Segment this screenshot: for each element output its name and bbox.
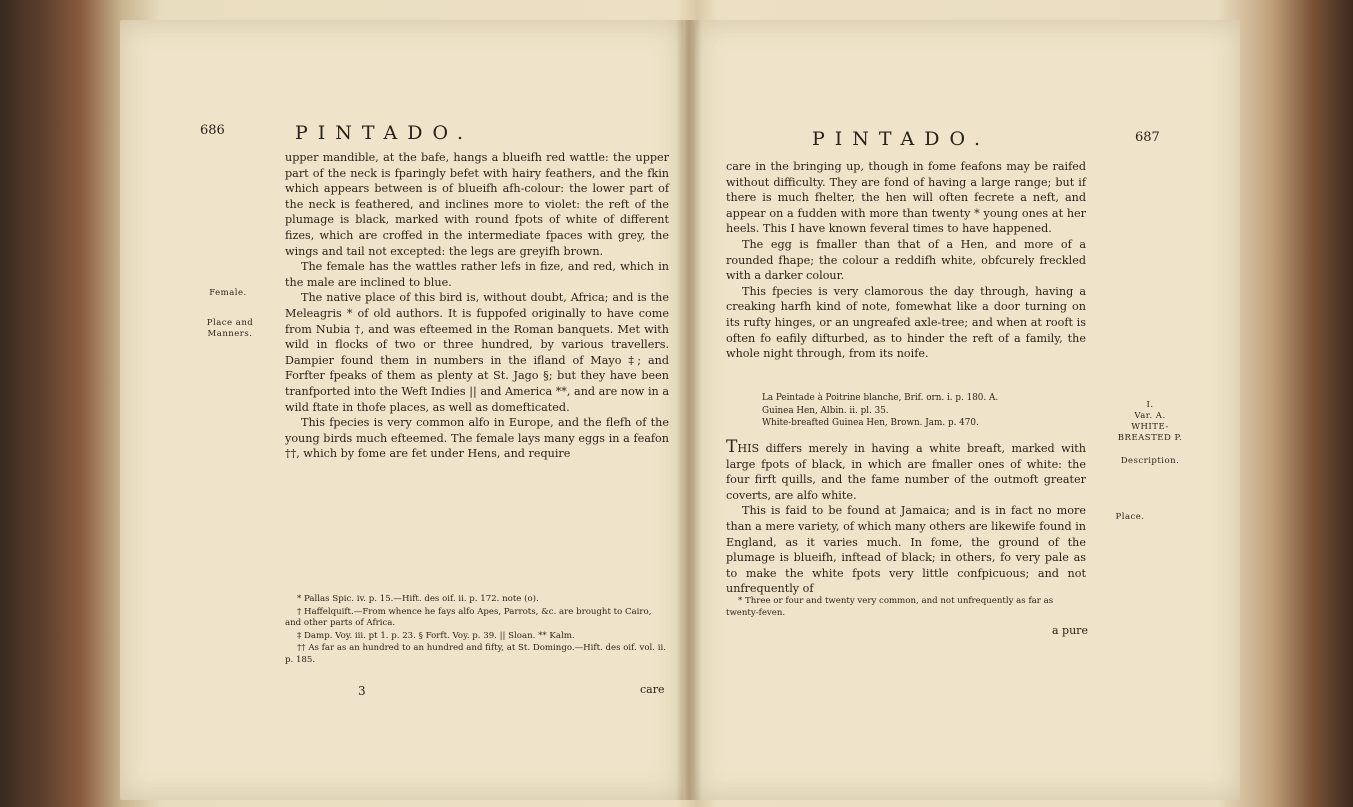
signature-mark: 3 (358, 684, 366, 698)
margin-note-place: Place. (1115, 512, 1145, 522)
book-gutter (676, 20, 702, 800)
left-body-text (285, 150, 669, 462)
paragraph: care in the bringing up, though in fome feafons may be raifed without difficulty. They are fond of having a large range; but if there is much fhelter, the hen will often fecrete a neft, and appear on a fudden with more than twenty * young ones at her heels. This I have known feveral times to have happened. (726, 160, 1086, 236)
running-head-right: PINTADO. (812, 128, 991, 150)
paragraph: This is faid to be found at Jamaica; and is in fact no more than a mere variety, of which many others are likewife found in England, as it varies much. In fome, the ground of the plumage is blueifh, inftead of black; in others, fo very pale as to make the white fpots very little confpicuous; and not unfrequently of (726, 504, 1086, 596)
paragraph: The female has the wattles rather lefs in fize, and red, which in the male are inclined to blue. (285, 260, 669, 289)
footnote: † Haffelquift.—From whence he fays alfo Apes, Parrots, &c. are brought to Cairo, and other parts of Africa. (285, 606, 652, 628)
catchword-left: care (640, 683, 665, 696)
left-footnotes (285, 594, 669, 667)
paragraph: upper mandible, at the bafe, hangs a blueifh red wattle: the upper part of the neck is fparingly befet with hairy feathers, and the fkin which appears between is of blueifh afh-colour: the lower part of the neck is feathered, and inclines more to violet: the reft of the plumage is black, marked with round fpots of white of different fizes, which are croffed in the intermediate fpaces with grey, the wings and tail not excepted: the legs are greyifh brown. (285, 151, 669, 258)
description-text (726, 437, 1086, 597)
variety-label: Var. A. (1134, 411, 1166, 421)
paragraph (726, 437, 1086, 503)
drop-letter: T (726, 437, 738, 457)
footnote: ‡ Damp. Voy. iii. pt 1. p. 23. § Forft. Voy. p. 39. || Sloan. ** Kalm. (297, 630, 575, 641)
paragraph: This fpecies is very clamorous the day through, having a creaking harfh kind of note, fomewhat like a door turning on its rufty hinges, or an ungreafed axle-tree; and when at rooft is often fo eafily difturbed, as to hinder the reft of a family, the whole night through, from its noife. (726, 284, 1086, 361)
synonym-entry: Guinea Hen, Albin. ii. pl. 35. (762, 405, 889, 416)
paragraph: The egg is fmaller than that of a Hen, and more of a rounded fhape; the colour a reddifh white, obfcurely freckled with a darker colour. (726, 237, 1086, 283)
variety-name-line2: BREASTED P. (1117, 433, 1183, 443)
page-number-right: 687 (1135, 130, 1160, 145)
synonym-entry: White-breafted Guinea Hen, Brown. Jam. p. 470. (762, 418, 979, 428)
right-body-text (726, 159, 1086, 362)
margin-note-place-manners: Place and Manners. (206, 318, 254, 339)
margin-note-female: Female. (209, 288, 247, 298)
variety-name-line1: WHITE- (1131, 422, 1169, 432)
paragraph: The native place of this bird is, without doubt, Africa; and is the Meleagris * of old authors. It is fuppofed originally to have come from Nubia †, and was efteemed in the Roman banquets. Met with wild in flocks of two or three hundred, by various travellers. Dampier found them in numbers in the ifland of Mayo ‡; and Forfter fpeaks of them as plenty at St. Jago §; but they have been tranfported into the Weft Indies || and America **, and are now in a wild ftate in thofe places, as well as domefticated. (285, 291, 669, 414)
right-footnote (726, 596, 1086, 620)
footnote: †† As far as an hundred to an hundred and fifty, at St. Domingo.—Hift. des oif. vol. ii. p. 185. (285, 643, 666, 665)
page-number-left: 686 (200, 123, 225, 138)
paragraph: This fpecies is very common alfo in Europe, and the flefh of the young birds much efteemed. The female lays many eggs in a feafon ††, which by fome are fet under Hens, and require (285, 416, 669, 461)
catchword-right: a pure (1052, 624, 1088, 637)
description-lead: HIS differs merely in having a white breaft, marked with large fpots of black, in which are fmaller ones of white: the four firft quills, and the fame number of the outmoft greater coverts, are alfo white. (726, 442, 1086, 502)
footnote: * Pallas Spic. iv. p. 15.—Hift. des oif. ii. p. 172. note (o). (297, 594, 539, 604)
synonym-list (762, 392, 1062, 430)
margin-note-description: Description. (1120, 456, 1180, 466)
footnote: * Three or four and twenty very common, and not unfrequently as far as twenty-feven. (726, 596, 1054, 618)
running-head-left: PINTADO. (295, 122, 474, 144)
variety-number: I. (1146, 400, 1154, 410)
margin-note-variety (1100, 400, 1200, 444)
synonym-entry: La Peintade à Poitrine blanche, Brif. orn. i. p. 180. A. (762, 393, 999, 403)
